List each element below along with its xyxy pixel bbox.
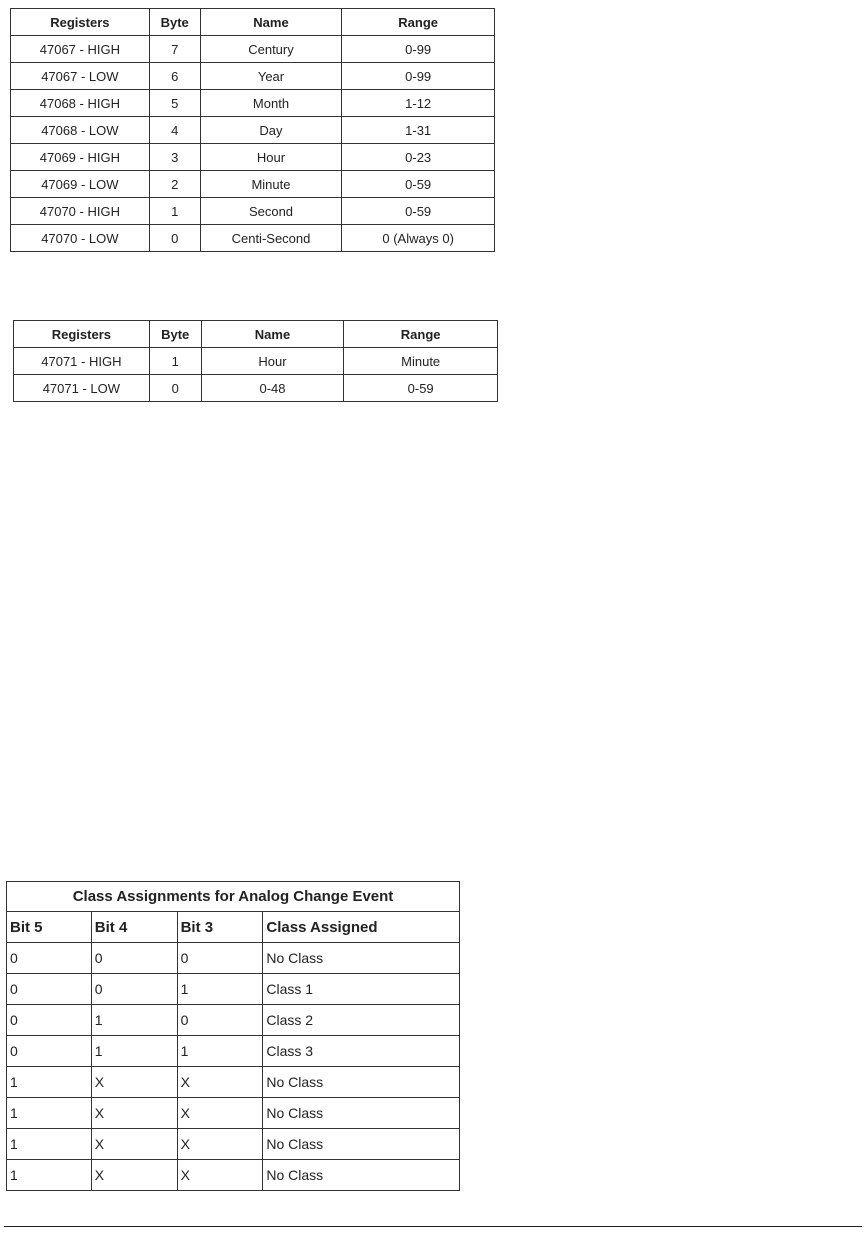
table-row	[11, 117, 495, 144]
column-header: Name	[201, 321, 344, 348]
table-header-row	[7, 912, 460, 943]
table-cell: 1	[177, 1036, 263, 1067]
table-cell: 0	[149, 225, 200, 252]
table-row	[7, 1098, 460, 1129]
footer-divider	[4, 1226, 862, 1227]
table-cell: 1	[7, 1160, 92, 1191]
table-cell: X	[177, 1067, 263, 1098]
column-header: Registers	[14, 321, 150, 348]
table-cell: 47067 - LOW	[11, 63, 150, 90]
table-cell: 6	[149, 63, 200, 90]
table-cell: X	[91, 1160, 177, 1191]
table-cell: 7	[149, 36, 200, 63]
table-cell: 0 (Always 0)	[342, 225, 495, 252]
table-row	[7, 1036, 460, 1067]
table-row	[7, 974, 460, 1005]
table-cell: 0	[91, 974, 177, 1005]
table-cell: 47069 - HIGH	[11, 144, 150, 171]
table-cell: Class 3	[263, 1036, 460, 1067]
table-cell: No Class	[263, 1160, 460, 1191]
table-cell: 47068 - LOW	[11, 117, 150, 144]
table-cell: 47071 - HIGH	[14, 348, 150, 375]
table-row	[11, 144, 495, 171]
column-header: Bit 3	[177, 912, 263, 943]
table-cell: No Class	[263, 1067, 460, 1098]
table-cell: 0	[7, 1036, 92, 1067]
table-row	[14, 375, 498, 402]
table-row	[11, 63, 495, 90]
table-cell: 0-59	[342, 171, 495, 198]
column-header: Range	[344, 321, 498, 348]
column-header: Byte	[149, 321, 201, 348]
table-cell: 0	[7, 943, 92, 974]
table-cell: 1-12	[342, 90, 495, 117]
table-cell: Day	[200, 117, 342, 144]
table-cell: No Class	[263, 1129, 460, 1160]
table-cell: 0-99	[342, 36, 495, 63]
table-cell: 1	[7, 1067, 92, 1098]
table-cell: 1	[7, 1098, 92, 1129]
table-cell: X	[177, 1160, 263, 1191]
table-cell: Minute	[200, 171, 342, 198]
table-cell: X	[91, 1067, 177, 1098]
table-cell: 1	[91, 1036, 177, 1067]
column-header: Name	[200, 9, 342, 36]
table-cell: Year	[200, 63, 342, 90]
table-cell: 1	[149, 348, 201, 375]
table-cell: 0-59	[342, 198, 495, 225]
table-cell: 0	[149, 375, 201, 402]
table-cell: 1	[91, 1005, 177, 1036]
table-row	[7, 1005, 460, 1036]
table-cell: X	[177, 1098, 263, 1129]
table-cell: 2	[149, 171, 200, 198]
table-cell: 0	[7, 974, 92, 1005]
table-row	[11, 198, 495, 225]
table-row	[11, 90, 495, 117]
table-header-row	[14, 321, 498, 348]
table-row	[11, 36, 495, 63]
table-cell: 5	[149, 90, 200, 117]
class-assignments-table	[6, 881, 460, 1191]
column-header: Class Assigned	[263, 912, 460, 943]
column-header: Bit 5	[7, 912, 92, 943]
table-cell: No Class	[263, 1098, 460, 1129]
table-row	[7, 943, 460, 974]
table-cell: X	[91, 1129, 177, 1160]
column-header: Byte	[149, 9, 200, 36]
table-cell: 47068 - HIGH	[11, 90, 150, 117]
table-cell: Class 1	[263, 974, 460, 1005]
table-cell: 1-31	[342, 117, 495, 144]
column-header: Registers	[11, 9, 150, 36]
table-cell: 0	[91, 943, 177, 974]
table-cell: 0	[7, 1005, 92, 1036]
table-cell: Minute	[344, 348, 498, 375]
table-cell: No Class	[263, 943, 460, 974]
table-cell: 1	[177, 974, 263, 1005]
table-row	[14, 348, 498, 375]
table-cell: 0	[177, 1005, 263, 1036]
offset-registers-table	[13, 320, 498, 402]
table-cell: 0-23	[342, 144, 495, 171]
table-caption-row	[7, 882, 460, 912]
table-cell: 47067 - HIGH	[11, 36, 150, 63]
table-header-row	[11, 9, 495, 36]
table-cell: Centi-Second	[200, 225, 342, 252]
table-cell: X	[177, 1129, 263, 1160]
table-cell: Month	[200, 90, 342, 117]
table-cell: Century	[200, 36, 342, 63]
table-row	[11, 225, 495, 252]
table-cell: 0-99	[342, 63, 495, 90]
table-cell: X	[91, 1098, 177, 1129]
table-cell: 47071 - LOW	[14, 375, 150, 402]
table-cell: Class 2	[263, 1005, 460, 1036]
table-cell: 0	[177, 943, 263, 974]
column-header: Range	[342, 9, 495, 36]
table-row	[7, 1160, 460, 1191]
table-caption: Class Assignments for Analog Change Event	[7, 882, 460, 912]
table-cell: Hour	[200, 144, 342, 171]
table-cell: 47069 - LOW	[11, 171, 150, 198]
table-cell: 47070 - LOW	[11, 225, 150, 252]
datetime-registers-table	[10, 8, 495, 252]
table-cell: 0-59	[344, 375, 498, 402]
table-cell: 4	[149, 117, 200, 144]
table-cell: Hour	[201, 348, 344, 375]
table-cell: Second	[200, 198, 342, 225]
table-cell: 0-48	[201, 375, 344, 402]
table-row	[7, 1067, 460, 1098]
table-cell: 47070 - HIGH	[11, 198, 150, 225]
table-cell: 1	[7, 1129, 92, 1160]
column-header: Bit 4	[91, 912, 177, 943]
table-row	[11, 171, 495, 198]
table-cell: 3	[149, 144, 200, 171]
table-cell: 1	[149, 198, 200, 225]
table-row	[7, 1129, 460, 1160]
